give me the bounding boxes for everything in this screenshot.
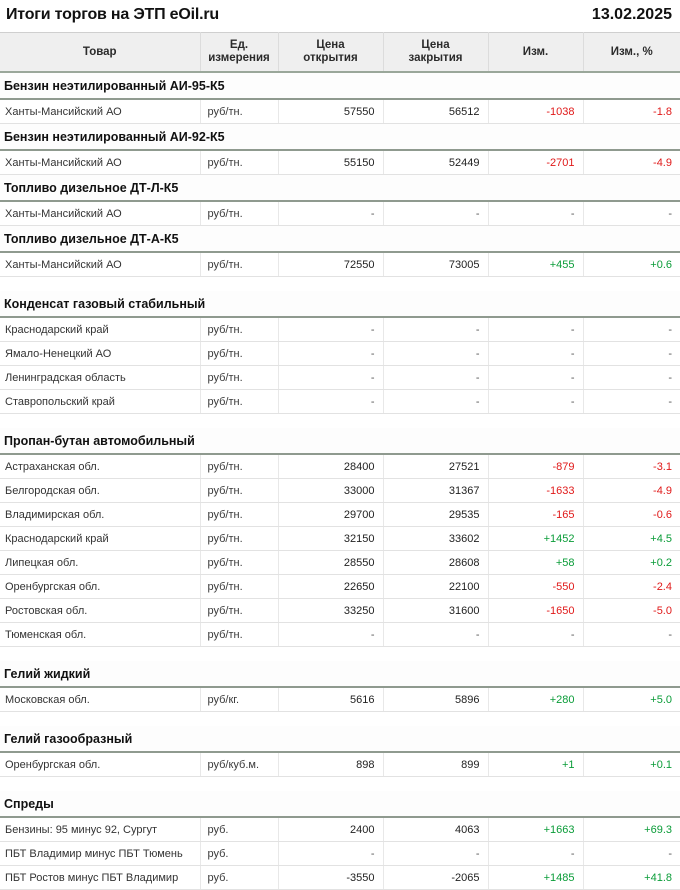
- table-row: [0, 866, 680, 890]
- group-label: Спреды: [0, 791, 680, 817]
- row-close-price: -: [383, 842, 488, 866]
- row-unit: руб/тн.: [200, 150, 278, 175]
- row-product-name: Ханты-Мансийский АО: [0, 99, 200, 124]
- row-change: +280: [488, 687, 583, 712]
- table-row: [0, 551, 680, 575]
- group-header-row: [0, 428, 680, 454]
- group-header-row: [0, 175, 680, 202]
- page-header: [0, 0, 680, 32]
- row-change: +1485: [488, 866, 583, 890]
- row-open-price: 33250: [278, 599, 383, 623]
- row-change-percent: +41.8: [583, 866, 680, 890]
- row-open-price: 33000: [278, 479, 383, 503]
- row-change: -550: [488, 575, 583, 599]
- row-unit: руб.: [200, 817, 278, 842]
- row-product-name: Ставропольский край: [0, 390, 200, 414]
- table-row: [0, 150, 680, 175]
- table-row: [0, 479, 680, 503]
- row-product-name: Бензины: 95 минус 92, Сургут: [0, 817, 200, 842]
- row-open-price: 55150: [278, 150, 383, 175]
- table-row: [0, 201, 680, 226]
- row-change: -1650: [488, 599, 583, 623]
- row-change: +1: [488, 752, 583, 777]
- row-change-percent: -1.8: [583, 99, 680, 124]
- row-close-price: 52449: [383, 150, 488, 175]
- table-row: [0, 842, 680, 866]
- row-close-price: 33602: [383, 527, 488, 551]
- group-label: Бензин неэтилированный АИ-95-К5: [0, 72, 680, 99]
- table-row: [0, 687, 680, 712]
- group-header-row: [0, 124, 680, 151]
- row-product-name: Ханты-Мансийский АО: [0, 150, 200, 175]
- row-open-price: -: [278, 623, 383, 647]
- group-label: Гелий газообразный: [0, 726, 680, 752]
- row-change-percent: -: [583, 201, 680, 226]
- row-change: +1452: [488, 527, 583, 551]
- spacer-row: [0, 414, 680, 429]
- row-close-price: -: [383, 201, 488, 226]
- row-change: -: [488, 317, 583, 342]
- row-change: -: [488, 390, 583, 414]
- row-close-price: 22100: [383, 575, 488, 599]
- row-change: -: [488, 623, 583, 647]
- group-label: Бензин неэтилированный АИ-92-К5: [0, 124, 680, 151]
- group-header-row: [0, 72, 680, 99]
- row-unit: руб/тн.: [200, 479, 278, 503]
- row-open-price: 28400: [278, 454, 383, 479]
- row-unit: руб/тн.: [200, 390, 278, 414]
- row-unit: руб/тн.: [200, 454, 278, 479]
- column-header-unit-line2: измерения: [208, 52, 270, 65]
- spacer-cell: [0, 712, 680, 727]
- row-close-price: 56512: [383, 99, 488, 124]
- row-open-price: 72550: [278, 252, 383, 277]
- row-change: -: [488, 342, 583, 366]
- row-product-name: Ханты-Мансийский АО: [0, 252, 200, 277]
- row-open-price: 28550: [278, 551, 383, 575]
- row-product-name: Краснодарский край: [0, 317, 200, 342]
- row-unit: руб/тн.: [200, 623, 278, 647]
- group-label: Конденсат газовый стабильный: [0, 291, 680, 317]
- row-close-price: -: [383, 366, 488, 390]
- row-change: -2701: [488, 150, 583, 175]
- row-close-price: 31367: [383, 479, 488, 503]
- row-product-name: Ханты-Мансийский АО: [0, 201, 200, 226]
- row-unit: руб/тн.: [200, 503, 278, 527]
- row-unit: руб.: [200, 842, 278, 866]
- row-unit: руб/тн.: [200, 317, 278, 342]
- row-close-price: -: [383, 623, 488, 647]
- table-row: [0, 317, 680, 342]
- row-close-price: 899: [383, 752, 488, 777]
- row-change-percent: -4.9: [583, 150, 680, 175]
- group-header-row: [0, 661, 680, 687]
- row-product-name: Оренбургская обл.: [0, 752, 200, 777]
- row-product-name: Тюменская обл.: [0, 623, 200, 647]
- page-title: Итоги торгов на ЭТП eOil.ru: [6, 6, 219, 23]
- row-change-percent: -: [583, 317, 680, 342]
- row-unit: руб/тн.: [200, 551, 278, 575]
- row-open-price: 32150: [278, 527, 383, 551]
- table-header: [0, 33, 680, 73]
- group-label: Топливо дизельное ДТ-А-К5: [0, 226, 680, 253]
- table-row: [0, 752, 680, 777]
- row-product-name: Ростовская обл.: [0, 599, 200, 623]
- row-change: -879: [488, 454, 583, 479]
- row-product-name: Ленинградская область: [0, 366, 200, 390]
- table-row: [0, 817, 680, 842]
- row-unit: руб/тн.: [200, 527, 278, 551]
- table-row: [0, 503, 680, 527]
- row-open-price: -3550: [278, 866, 383, 890]
- row-product-name: Московская обл.: [0, 687, 200, 712]
- table-row: [0, 454, 680, 479]
- row-product-name: Краснодарский край: [0, 527, 200, 551]
- row-open-price: 2400: [278, 817, 383, 842]
- row-product-name: Владимирская обл.: [0, 503, 200, 527]
- spacer-cell: [0, 414, 680, 429]
- spacer-cell: [0, 647, 680, 662]
- row-change-percent: -5.0: [583, 599, 680, 623]
- table-row: [0, 390, 680, 414]
- row-product-name: Ямало-Ненецкий АО: [0, 342, 200, 366]
- group-header-row: [0, 726, 680, 752]
- row-close-price: -: [383, 390, 488, 414]
- row-close-price: 4063: [383, 817, 488, 842]
- row-change-percent: -: [583, 390, 680, 414]
- row-close-price: -2065: [383, 866, 488, 890]
- group-header-row: [0, 291, 680, 317]
- column-header-open-price: [278, 33, 383, 73]
- row-open-price: 29700: [278, 503, 383, 527]
- row-change: -: [488, 842, 583, 866]
- row-close-price: 27521: [383, 454, 488, 479]
- spacer-row: [0, 712, 680, 727]
- row-unit: руб/куб.м.: [200, 752, 278, 777]
- table-row: [0, 99, 680, 124]
- column-header-close-line2: закрытия: [408, 52, 463, 65]
- column-header-change: Изм.: [488, 33, 583, 73]
- row-open-price: -: [278, 201, 383, 226]
- spacer-row: [0, 647, 680, 662]
- spacer-cell: [0, 277, 680, 292]
- row-close-price: 29535: [383, 503, 488, 527]
- row-change-percent: -: [583, 623, 680, 647]
- row-change: -: [488, 366, 583, 390]
- row-open-price: -: [278, 317, 383, 342]
- row-change: -1633: [488, 479, 583, 503]
- group-label: Топливо дизельное ДТ-Л-К5: [0, 175, 680, 202]
- row-product-name: Липецкая обл.: [0, 551, 200, 575]
- row-open-price: -: [278, 390, 383, 414]
- column-header-unit-line1: Ед.: [229, 39, 249, 51]
- row-change-percent: -: [583, 342, 680, 366]
- column-header-unit: [200, 33, 278, 73]
- group-header-row: [0, 791, 680, 817]
- row-product-name: Оренбургская обл.: [0, 575, 200, 599]
- group-label: Гелий жидкий: [0, 661, 680, 687]
- column-header-open-line2: открытия: [303, 52, 358, 65]
- column-header-open-line1: Цена: [316, 39, 345, 51]
- group-header-row: [0, 226, 680, 253]
- column-header-change-percent: Изм., %: [583, 33, 680, 73]
- row-change: -1038: [488, 99, 583, 124]
- row-change: +58: [488, 551, 583, 575]
- row-product-name: ПБТ Ростов минус ПБТ Владимир: [0, 866, 200, 890]
- table-row: [0, 575, 680, 599]
- table-body: [0, 72, 680, 890]
- row-close-price: 28608: [383, 551, 488, 575]
- row-change-percent: +0.1: [583, 752, 680, 777]
- table-row: [0, 599, 680, 623]
- row-change: +1663: [488, 817, 583, 842]
- row-unit: руб/тн.: [200, 575, 278, 599]
- row-open-price: 5616: [278, 687, 383, 712]
- table-row: [0, 623, 680, 647]
- results-table: [0, 32, 680, 890]
- row-change-percent: -: [583, 842, 680, 866]
- row-close-price: 73005: [383, 252, 488, 277]
- row-unit: руб/тн.: [200, 366, 278, 390]
- row-close-price: -: [383, 342, 488, 366]
- column-header-product: Товар: [0, 33, 200, 73]
- row-product-name: Белгородская обл.: [0, 479, 200, 503]
- row-unit: руб/тн.: [200, 342, 278, 366]
- column-header-close-line1: Цена: [421, 39, 450, 51]
- row-change-percent: -4.9: [583, 479, 680, 503]
- spacer-row: [0, 277, 680, 292]
- row-open-price: 898: [278, 752, 383, 777]
- row-change-percent: -: [583, 366, 680, 390]
- row-unit: руб/тн.: [200, 252, 278, 277]
- column-header-close-price: [383, 33, 488, 73]
- spacer-cell: [0, 777, 680, 792]
- row-unit: руб/тн.: [200, 201, 278, 226]
- row-unit: руб/тн.: [200, 599, 278, 623]
- row-change-percent: -2.4: [583, 575, 680, 599]
- row-unit: руб.: [200, 866, 278, 890]
- row-change-percent: +5.0: [583, 687, 680, 712]
- row-change: -: [488, 201, 583, 226]
- row-product-name: Астраханская обл.: [0, 454, 200, 479]
- row-open-price: 22650: [278, 575, 383, 599]
- row-change-percent: +4.5: [583, 527, 680, 551]
- row-product-name: ПБТ Владимир минус ПБТ Тюмень: [0, 842, 200, 866]
- row-open-price: -: [278, 366, 383, 390]
- row-open-price: 57550: [278, 99, 383, 124]
- row-unit: руб/тн.: [200, 99, 278, 124]
- table-row: [0, 252, 680, 277]
- row-change-percent: +0.6: [583, 252, 680, 277]
- row-open-price: -: [278, 342, 383, 366]
- table-row: [0, 366, 680, 390]
- row-change-percent: -0.6: [583, 503, 680, 527]
- row-close-price: -: [383, 317, 488, 342]
- table-row: [0, 527, 680, 551]
- report-date: 13.02.2025: [591, 6, 672, 23]
- row-change-percent: -3.1: [583, 454, 680, 479]
- row-change-percent: +69.3: [583, 817, 680, 842]
- row-open-price: -: [278, 842, 383, 866]
- row-change: -165: [488, 503, 583, 527]
- row-change-percent: +0.2: [583, 551, 680, 575]
- row-close-price: 31600: [383, 599, 488, 623]
- row-unit: руб/кг.: [200, 687, 278, 712]
- spacer-row: [0, 777, 680, 792]
- row-change: +455: [488, 252, 583, 277]
- group-label: Пропан-бутан автомобильный: [0, 428, 680, 454]
- row-close-price: 5896: [383, 687, 488, 712]
- table-row: [0, 342, 680, 366]
